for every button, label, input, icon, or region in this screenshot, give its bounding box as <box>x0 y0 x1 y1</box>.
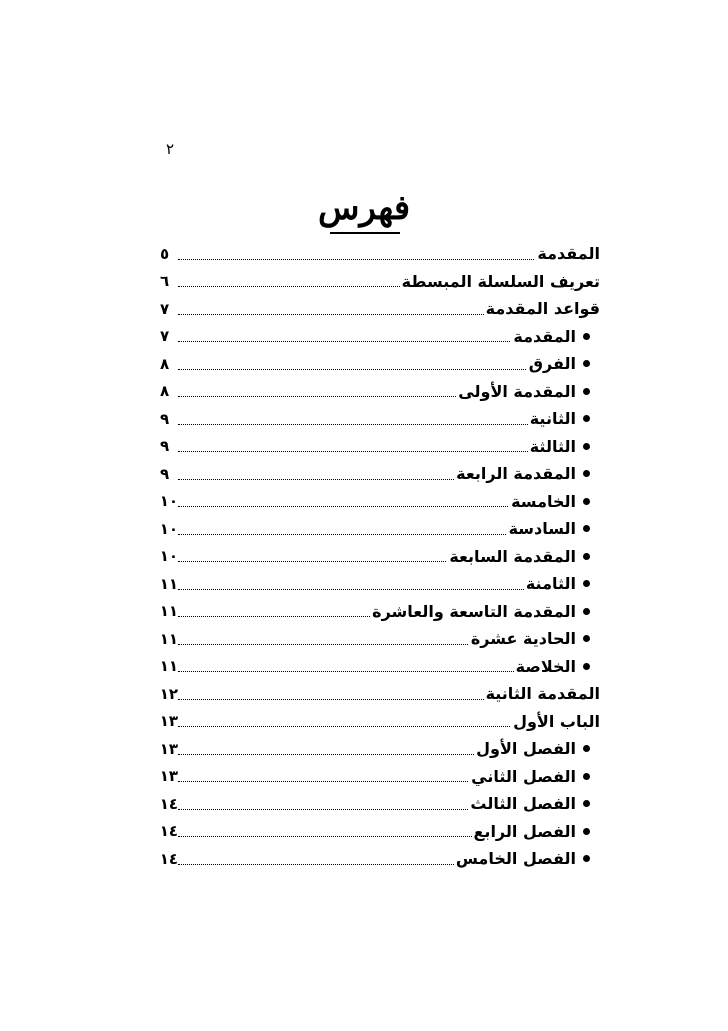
toc-entry <box>160 570 600 598</box>
toc-entry-page: ١٣ <box>159 739 178 758</box>
toc-entry-title: المقدمة <box>513 326 576 346</box>
toc-entry <box>160 295 600 323</box>
toc-entry <box>160 378 600 406</box>
bullet-icon <box>583 525 590 532</box>
toc-entry-page: ٨ <box>160 382 170 401</box>
toc-entry-title: الفرق <box>528 354 576 374</box>
dot-leader <box>178 369 576 370</box>
toc-entry-title: الفصل الرابع <box>473 821 576 841</box>
toc-entry-page: ١٠ <box>159 519 178 538</box>
page-number: ٢ <box>166 140 175 158</box>
bullet-icon <box>583 608 590 615</box>
toc-entry <box>160 625 600 653</box>
toc-entry-title: المقدمة السابعة <box>449 546 576 566</box>
bullet-icon <box>583 443 590 450</box>
toc-entry-title: تعريف السلسلة المبسطة <box>401 271 600 291</box>
title-underline <box>330 232 400 234</box>
toc-entry <box>160 488 600 516</box>
bullet-icon <box>583 360 590 367</box>
bullet-icon <box>583 553 590 560</box>
toc-entry-title: الفصل الخامس <box>455 849 576 869</box>
toc-entry-page: ١٣ <box>159 767 178 786</box>
bullet-icon <box>583 388 590 395</box>
page-title: فهرس <box>318 188 411 228</box>
toc-entry-title: قواعد المقدمة <box>485 299 600 319</box>
toc-entry <box>160 790 600 818</box>
toc-entry-page: ١٤ <box>159 849 178 868</box>
toc-entry-page: ١٠ <box>159 547 178 566</box>
toc-entry <box>160 268 600 296</box>
toc-entry-title: الفصل الأول <box>476 739 576 759</box>
toc-entry <box>160 515 600 543</box>
toc-entry-title: المقدمة الثانية <box>485 684 600 704</box>
toc-entry <box>160 735 600 763</box>
dot-leader <box>178 424 576 425</box>
bullet-icon <box>583 745 590 752</box>
toc-entry-title: المقدمة <box>537 244 600 264</box>
toc-entry <box>160 845 600 873</box>
toc-entry <box>160 350 600 378</box>
bullet-icon <box>583 415 590 422</box>
bullet-icon <box>583 773 590 780</box>
toc-entry-title: الثانية <box>529 409 576 429</box>
toc-entry-page: ٩ <box>160 437 170 456</box>
toc-entry <box>160 323 600 351</box>
toc-entry <box>160 818 600 846</box>
toc-entry-title: السادسة <box>508 519 576 539</box>
bullet-icon <box>583 470 590 477</box>
toc-entry <box>160 405 600 433</box>
table-of-contents <box>160 240 600 873</box>
toc-entry <box>160 763 600 791</box>
toc-entry-page: ١٠ <box>159 492 178 511</box>
bullet-icon <box>583 580 590 587</box>
toc-entry-title: الثالثة <box>529 436 576 456</box>
toc-entry-page: ٨ <box>160 354 170 373</box>
bullet-icon <box>583 828 590 835</box>
toc-entry <box>160 460 600 488</box>
bullet-icon <box>583 498 590 505</box>
toc-entry-page: ١٤ <box>159 794 178 813</box>
toc-entry-title: الحادية عشرة <box>470 629 576 649</box>
bullet-icon <box>583 800 590 807</box>
toc-entry-page: ٥ <box>160 244 170 263</box>
bullet-icon <box>583 635 590 642</box>
toc-entry-page: ١٢ <box>159 684 178 703</box>
bullet-icon <box>583 333 590 340</box>
dot-leader <box>178 589 576 590</box>
toc-entry-title: الثامنة <box>525 574 576 594</box>
toc-entry <box>160 543 600 571</box>
toc-entry-page: ١٣ <box>159 712 178 731</box>
toc-entry-title: الفصل الثاني <box>471 766 576 786</box>
toc-entry <box>160 598 600 626</box>
toc-entry-title: الباب الأول <box>513 711 600 731</box>
toc-entry-title: الخامسة <box>511 491 576 511</box>
toc-entry-title: المقدمة التاسعة والعاشرة <box>372 601 576 621</box>
toc-entry-page: ٦ <box>160 272 170 291</box>
bullet-icon <box>583 663 590 670</box>
toc-entry-page: ٩ <box>160 409 170 428</box>
dot-leader <box>178 451 576 452</box>
toc-entry-page: ٧ <box>160 327 170 346</box>
toc-entry-title: المقدمة الرابعة <box>456 464 576 484</box>
toc-entry <box>160 240 600 268</box>
toc-entry-page: ١٤ <box>159 822 178 841</box>
toc-entry-page: ١١ <box>159 574 178 593</box>
toc-entry-title: المقدمة الأولى <box>458 381 576 401</box>
toc-entry <box>160 653 600 681</box>
toc-entry-title: الفصل الثالث <box>470 794 576 814</box>
toc-entry-page: ١١ <box>159 657 178 676</box>
toc-entry <box>160 433 600 461</box>
bullet-icon <box>583 855 590 862</box>
toc-entry <box>160 680 600 708</box>
toc-entry-page: ٧ <box>160 299 170 318</box>
toc-entry-page: ٩ <box>160 464 170 483</box>
toc-entry <box>160 708 600 736</box>
toc-entry-title: الخلاصة <box>515 656 576 676</box>
toc-entry-page: ١١ <box>159 629 178 648</box>
toc-entry-page: ١١ <box>159 602 178 621</box>
